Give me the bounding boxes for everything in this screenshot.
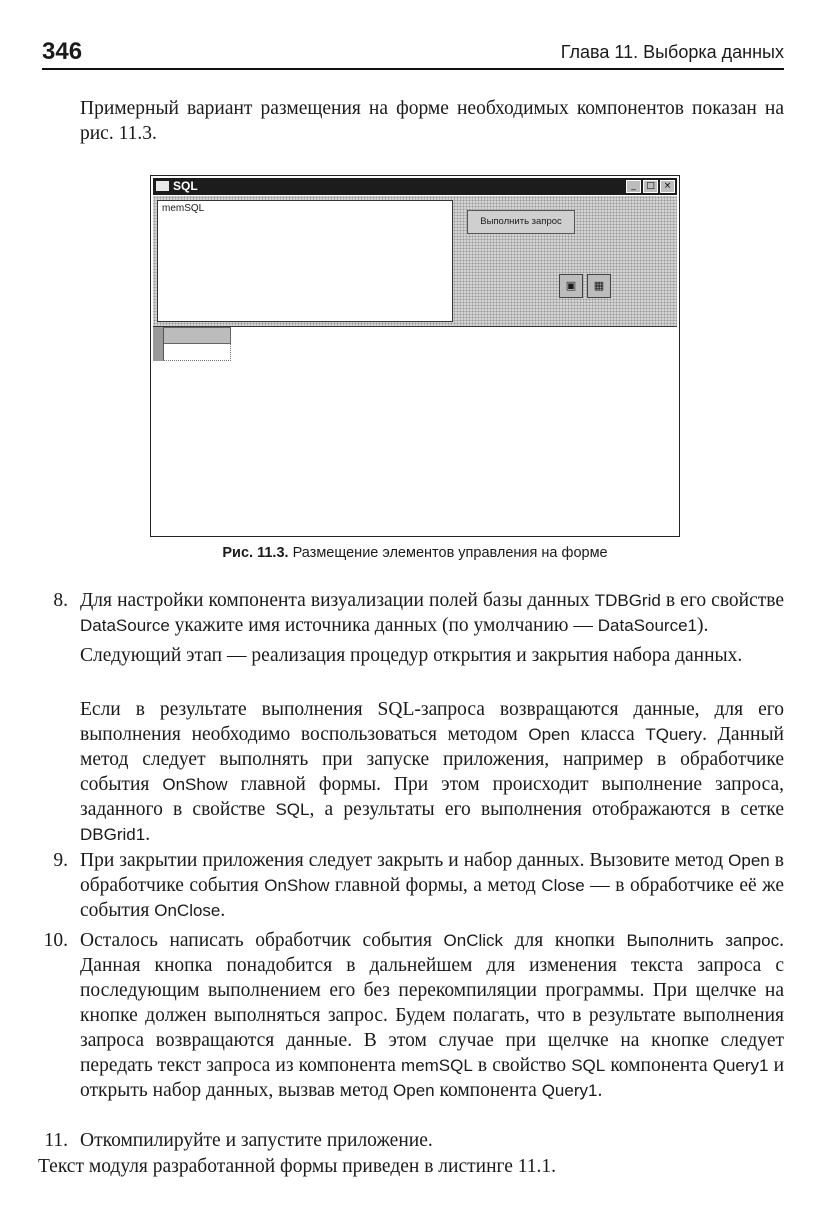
intro-paragraph: Примерный вариант размещения на форме необходимых компонентов показан на рис. 11.3. — [80, 98, 784, 144]
window-controls — [626, 180, 675, 193]
text-run: . — [145, 824, 151, 845]
close-icon: × — [660, 180, 675, 193]
code-term: Close — [541, 876, 585, 895]
code-term: SQL — [571, 1056, 606, 1075]
text-run: При закрытии приложения следует закрыть и набор данных. Вызовите метод — [80, 850, 729, 871]
chapter-title: Глава 11. Выборка данных — [560, 42, 784, 62]
item-11-text: Откомпилируйте и запустите приложение. — [80, 1130, 433, 1151]
caption-text: Размещение элементов управления на форме — [292, 545, 608, 561]
form-window-screenshot — [150, 175, 680, 537]
run-query-button: Выполнить запрос — [467, 210, 575, 234]
item-9-paragraph — [80, 848, 784, 923]
text-run: в обработчике события — [80, 850, 784, 896]
text-run: . Данный метод следует выполнять при запуске приложения, например в обработчике события — [80, 724, 784, 795]
caption-label: Рис. 11.3. — [222, 545, 289, 561]
text-run: ). — [696, 615, 709, 636]
code-term: TDBGrid — [594, 591, 661, 610]
text-run: Для настройки компонента визуализации полей базы данных — [80, 590, 595, 611]
item-8-paragraph-1 — [80, 588, 784, 638]
grid-header-cell — [153, 327, 231, 344]
code-term: Выполнить запрос — [626, 931, 780, 950]
list-number: 11. — [44, 1130, 68, 1151]
code-term: SQL — [275, 800, 310, 819]
code-term: DataSource1 — [597, 616, 697, 635]
text-run: укажите имя источника данных (по умолчанию — — [169, 615, 598, 636]
text-run: компонента — [605, 1055, 713, 1076]
code-term: TQuery — [645, 725, 703, 744]
page-number: 346 — [42, 38, 83, 65]
text-run: . — [220, 900, 226, 921]
text-run: компонента — [434, 1080, 542, 1101]
minimize-icon: _ — [626, 180, 641, 193]
code-term: OnShow — [264, 876, 330, 895]
memo-text: memSQL — [162, 203, 205, 214]
text-run: класса — [569, 724, 646, 745]
list-number: 10. — [43, 930, 68, 951]
code-term: OnShow — [162, 775, 228, 794]
code-term: Query1 — [541, 1081, 598, 1100]
text-run: — в обработчике её же события — [80, 875, 784, 921]
item-8-paragraph-2: Следующий этап — реализация процедур открытия и закрытия набора данных. — [80, 645, 743, 666]
closing-paragraph: Текст модуля разработанной формы приведен в листинге 11.1. — [38, 1156, 557, 1177]
text-run: , а результаты его выполнения отображаются в сетке — [309, 799, 784, 820]
code-term: DBGrid1 — [80, 825, 146, 844]
text-run: . Данная кнопка понадобится в дальнейшем для изменения текста запроса с последующим выполнением его без перекомпиляции программы. При щелчке на кнопке должен выполняться запрос. Будем полагать, что в результате выполнения запроса возвращаются данные. В этом случае при щелчке на кнопке следует передать текст запроса из компонента — [80, 930, 784, 1076]
code-term: memSQL — [401, 1056, 473, 1075]
window-title: SQL — [173, 179, 198, 193]
grid-data-cell — [163, 344, 231, 361]
item-10-paragraph — [80, 928, 784, 1103]
maximize-icon: □ — [643, 180, 658, 193]
text-run: . — [597, 1080, 603, 1101]
text-run: Осталось написать обработчик события — [80, 930, 444, 951]
memo-component — [157, 200, 453, 322]
window-icon — [156, 181, 169, 191]
code-term: Open — [728, 851, 770, 870]
text-run: для кнопки — [503, 930, 627, 951]
list-number: 9. — [53, 850, 68, 871]
list-number: 8. — [53, 590, 68, 611]
text-run: Если в результате выполнения SQL-запроса возвращаются данные, для его выполнения необходимо воспользоваться методом — [80, 699, 784, 745]
code-term: DataSource — [80, 616, 170, 635]
text-run: в свойство — [472, 1055, 572, 1076]
window-titlebar — [153, 178, 677, 195]
code-term: Query1 — [712, 1056, 769, 1075]
code-term: OnClose — [154, 901, 221, 920]
text-run: главной формы, а метод — [329, 875, 542, 896]
text-run: главной формы. При этом происходит выполнение запроса, заданного в свойстве — [80, 774, 785, 820]
figure-caption — [150, 545, 680, 561]
code-term: OnClick — [443, 931, 504, 950]
running-header — [42, 38, 784, 70]
query-component-icon: ▣ — [559, 274, 583, 298]
text-run: в его свойстве — [660, 590, 785, 611]
dbgrid-component — [153, 326, 677, 534]
form-upper-panel — [153, 196, 677, 326]
code-term: Open — [393, 1081, 435, 1100]
item-8-paragraph-3 — [80, 697, 784, 847]
datasource-component-icon: ▦ — [587, 274, 611, 298]
text-run: и открыть набор данных, вызвав метод — [80, 1055, 785, 1101]
code-term: Open — [528, 725, 570, 744]
